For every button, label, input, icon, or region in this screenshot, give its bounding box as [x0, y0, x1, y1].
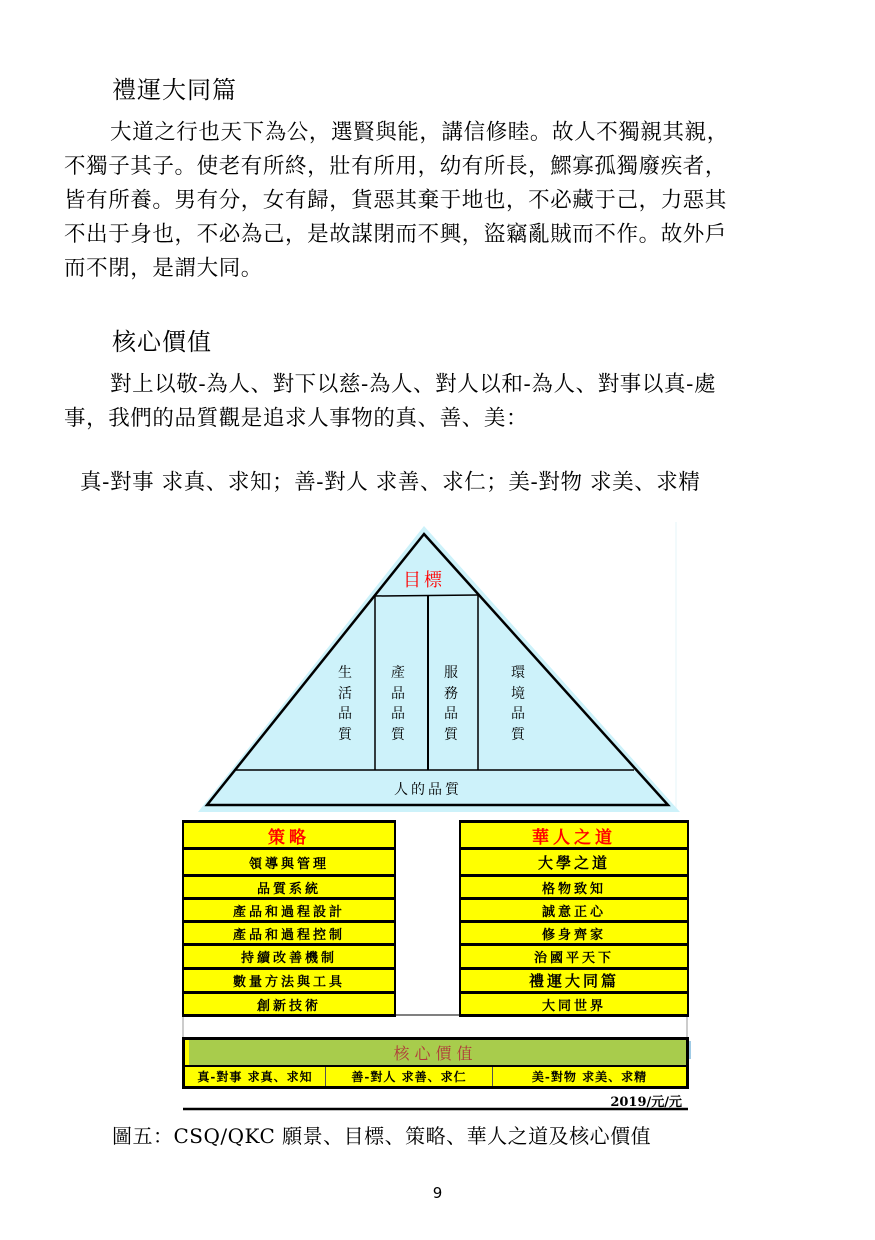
chinese-way-item: 修身齊家: [459, 922, 689, 945]
core-value-cell-beauty: 美-對物 求美、求精: [531, 1070, 648, 1084]
paragraph-line: 事，我們的品質觀是追求人事物的真、善、美：: [64, 406, 529, 431]
strategy-item: 產品和過程控制: [182, 922, 396, 945]
chinese-way-item: 禮運大同篇: [459, 969, 689, 993]
chinese-way-item: 大同世界: [459, 993, 689, 1017]
pyramid-column-life-quality: 生活品質: [338, 665, 352, 744]
page-number: 9: [432, 1184, 443, 1202]
pyramid-column-product-quality: 產品品質: [391, 665, 405, 744]
strategy-header: 策略: [182, 820, 396, 849]
core-value-cell-truth: 真-對事 求真、求知: [185, 1067, 326, 1086]
goal-divider: [375, 595, 478, 596]
strategy-item: 品質系統: [182, 876, 396, 899]
figure-date-note: 2019/元/元: [610, 1095, 682, 1110]
pyramid-base-label: 人的品質: [394, 782, 462, 798]
pyramid-column-environment-quality: 環境品質: [511, 665, 525, 744]
chinese-way-table: [459, 820, 689, 1017]
paragraph-line: 不獨子其子。使老有所終，壯有所用，幼有所長，鰥寡孤獨廢疾者，: [64, 154, 728, 179]
strategy-item: 持續改善機制: [182, 945, 396, 969]
figure-caption: 圖五：CSQ/QKC 願景、目標、策略、華人之道及核心價值: [112, 1124, 652, 1148]
paragraph-line: 對上以敬-為人、對下以慈-為人、對人以和-為人、對事以真-處: [110, 372, 717, 397]
core-values-header: 核心價值: [393, 1044, 478, 1063]
core-value-cell-goodness: 善-對人 求善、求仁: [326, 1067, 493, 1086]
pyramid-goal-label: 目標: [403, 570, 445, 591]
paragraph-line: 不出于身也，不必為己，是故謀閉而不興，盜竊亂賊而不作。故外戶: [64, 222, 728, 247]
values-summary: 真-對事 求真、求知；善-對人 求善、求仁；美-對物 求美、求精: [80, 470, 701, 495]
core-values-bar: [182, 1037, 689, 1089]
chinese-way-item: 誠意正心: [459, 899, 689, 922]
core-values-row: [185, 1065, 686, 1086]
chinese-way-header: 華人之道: [459, 820, 689, 849]
paragraph-line: 皆有所養。男有分，女有歸，貨惡其棄于地也，不必藏于己，力惡其: [64, 188, 728, 213]
paragraph-line: 而不閉，是謂大同。: [64, 256, 263, 281]
strategy-item: 創新技術: [182, 993, 396, 1017]
chinese-way-item: 大學之道: [459, 849, 689, 876]
strategy-item: 數量方法與工具: [182, 969, 396, 993]
strategy-item: 領導與管理: [182, 849, 396, 876]
section-heading-core-values: 核心價值: [112, 328, 212, 356]
strategy-item: 產品和過程設計: [182, 899, 396, 922]
strategy-table: [182, 820, 396, 1017]
chinese-way-item: 治國平天下: [459, 945, 689, 969]
pyramid-column-service-quality: 服務品質: [444, 665, 458, 744]
paragraph-line: 大道之行也天下為公，選賢與能，講信修睦。故人不獨親其親，: [110, 120, 729, 145]
chinese-way-item: 格物致知: [459, 876, 689, 899]
section-heading-liyun: 禮運大同篇: [112, 76, 237, 104]
